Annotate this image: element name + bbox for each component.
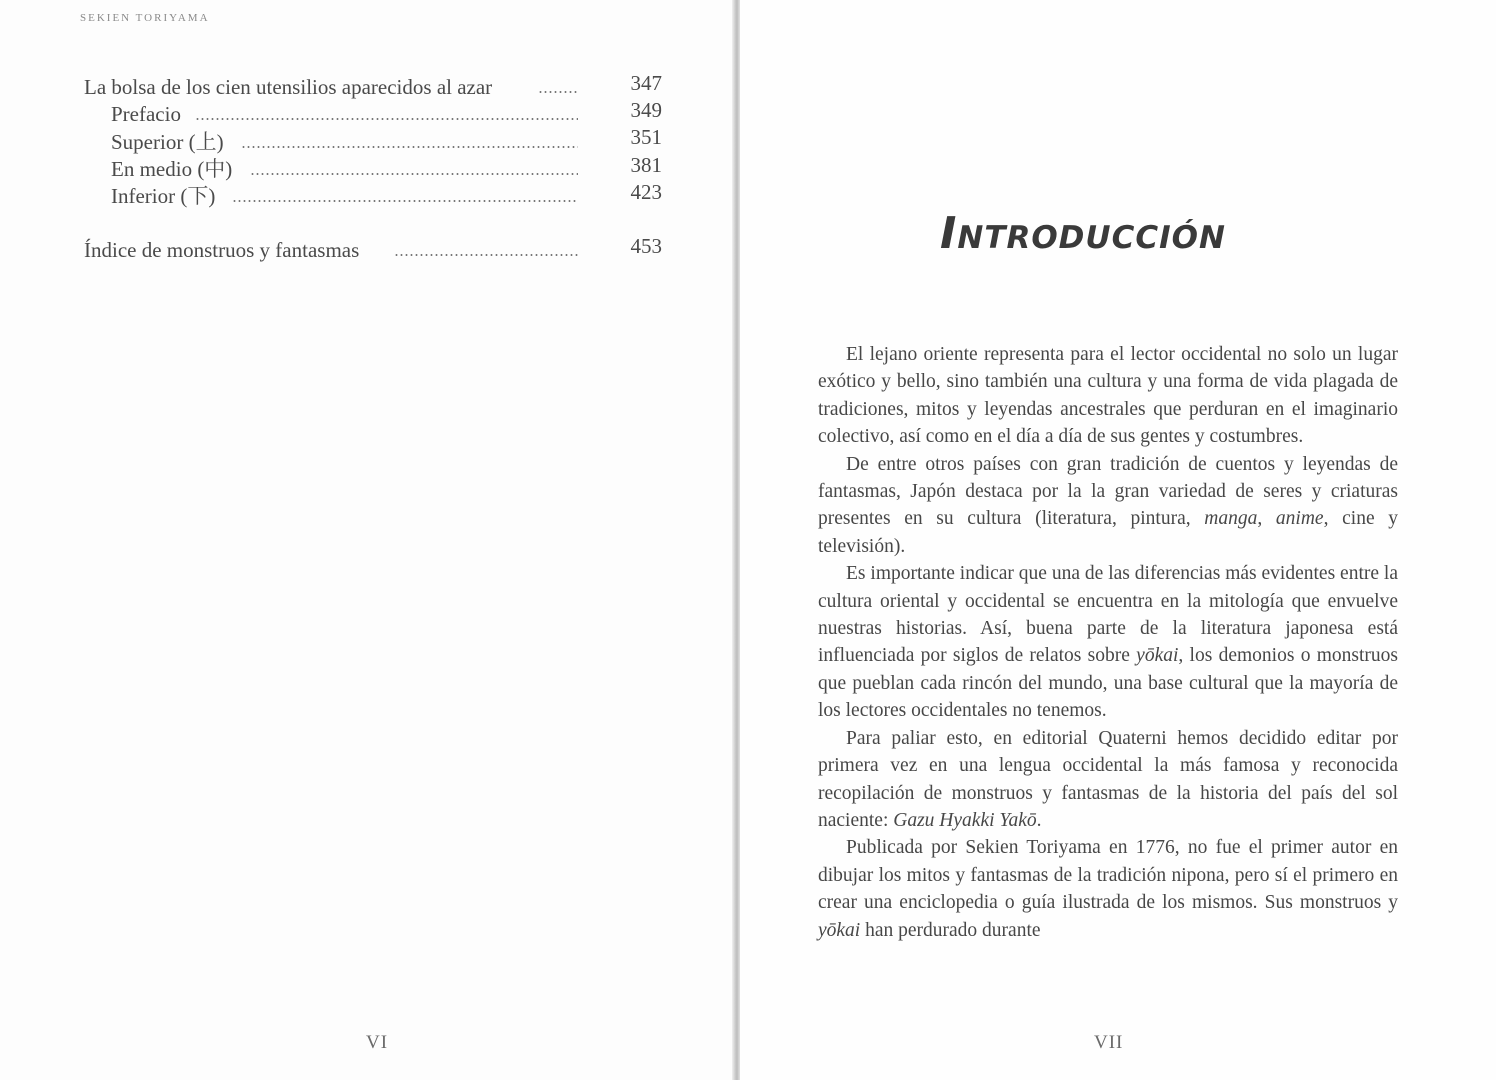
text-run: han perdurado durante: [860, 919, 1041, 941]
page-number: VII: [1094, 1032, 1124, 1053]
page-number: VI: [366, 1032, 389, 1053]
toc-entry-label: La bolsa de los cien utensilios aparecidos al azar: [84, 75, 493, 99]
body-paragraph: [818, 341, 1398, 451]
toc-entry: [111, 156, 578, 182]
text-run: Para paliar esto, en editorial Quaterni hemos decidido editar por primera vez en una lengua occidental la más famosa y reconocida recopilación de monstruos y fantasmas de la historia del país del sol naciente:: [818, 727, 1398, 831]
running-head: SEKIEN TORIYAMA: [80, 12, 210, 24]
toc-leader-dots: [250, 173, 578, 175]
body-paragraph: [818, 834, 1398, 944]
text-run: ,: [1257, 508, 1276, 530]
chapter-title: Introducción: [940, 208, 1226, 259]
toc-entry-page: 453: [630, 234, 662, 258]
italic-term: Gazu Hyakki Yakō: [893, 809, 1037, 831]
toc-leader-dots: [538, 91, 578, 93]
toc-entry-label: Superior (上): [111, 130, 224, 154]
italic-term: yōkai: [1136, 645, 1179, 667]
toc-entry-label: En medio (中): [111, 157, 233, 181]
left-page: [0, 0, 734, 1080]
italic-term: anime: [1275, 508, 1324, 530]
body-paragraph: [818, 725, 1398, 835]
toc-leader-dots: [232, 200, 578, 202]
text-run: Publicada por Sekien Toriyama en 1776, no fue el primer autor en dibujar los mitos y fantasmas de la tradición nipona, pero sí el primero en crear una enciclopedia o guía ilustrada de los mismos. Sus monstruos y: [818, 837, 1398, 914]
toc-entry: [111, 129, 578, 155]
text-run: Es importante indicar que una de las diferencias más evidentes entre la cultura oriental y occidental se encuentra en la mitología que envuelve nuestras historias. Así, buena parte de la literatura japonesa está influenciada por siglos de relatos sobre: [818, 563, 1398, 667]
toc-entry: [111, 183, 578, 209]
toc-entry-page: 381: [630, 153, 662, 177]
toc-entry-page: 351: [630, 125, 662, 149]
toc-entry-label: Prefacio: [111, 102, 181, 126]
toc-leader-dots: [195, 118, 578, 120]
toc-entry-label: Índice de monstruos y fantasmas: [84, 238, 360, 262]
toc-entry-page: 423: [630, 180, 662, 204]
text-run: De entre otros países con gran tradición de cuentos y leyendas de fantasmas, Japón destaca por la la gran variedad de seres y criaturas presentes en su cultura (literatura, pintura,: [818, 453, 1398, 530]
text-run: .: [1036, 809, 1042, 831]
text-run: El lejano oriente representa para el lector occidental no solo un lugar exótico y bello, sino también una cultura y una forma de vida plagada de tradiciones, mitos y leyendas ancestrales que perduran en el imaginario colectivo, así como en el día a día de sus gentes y costumbres.: [818, 344, 1398, 448]
toc-entry: [111, 101, 578, 127]
toc-entry: [84, 237, 578, 263]
toc-leader-dots: [394, 254, 578, 256]
toc-entry-label: Inferior (下): [111, 184, 216, 208]
toc-entry-page: 347: [630, 71, 662, 95]
text-run: , cine y televisión).: [818, 508, 1399, 557]
body-paragraph: [818, 560, 1398, 724]
text-run: , los demonios o monstruos que pueblan cada rincón del mundo, una base cultural que la mayoría de los lectores occidentales no tenemos.: [818, 645, 1398, 722]
introduction-body-text: [818, 341, 1398, 944]
toc-entry: [84, 74, 578, 100]
italic-term: yōkai: [818, 919, 861, 941]
body-paragraph: [818, 451, 1398, 561]
toc-leader-dots: [241, 146, 578, 148]
italic-term: manga: [1204, 508, 1258, 530]
toc-entry-page: 349: [630, 98, 662, 122]
